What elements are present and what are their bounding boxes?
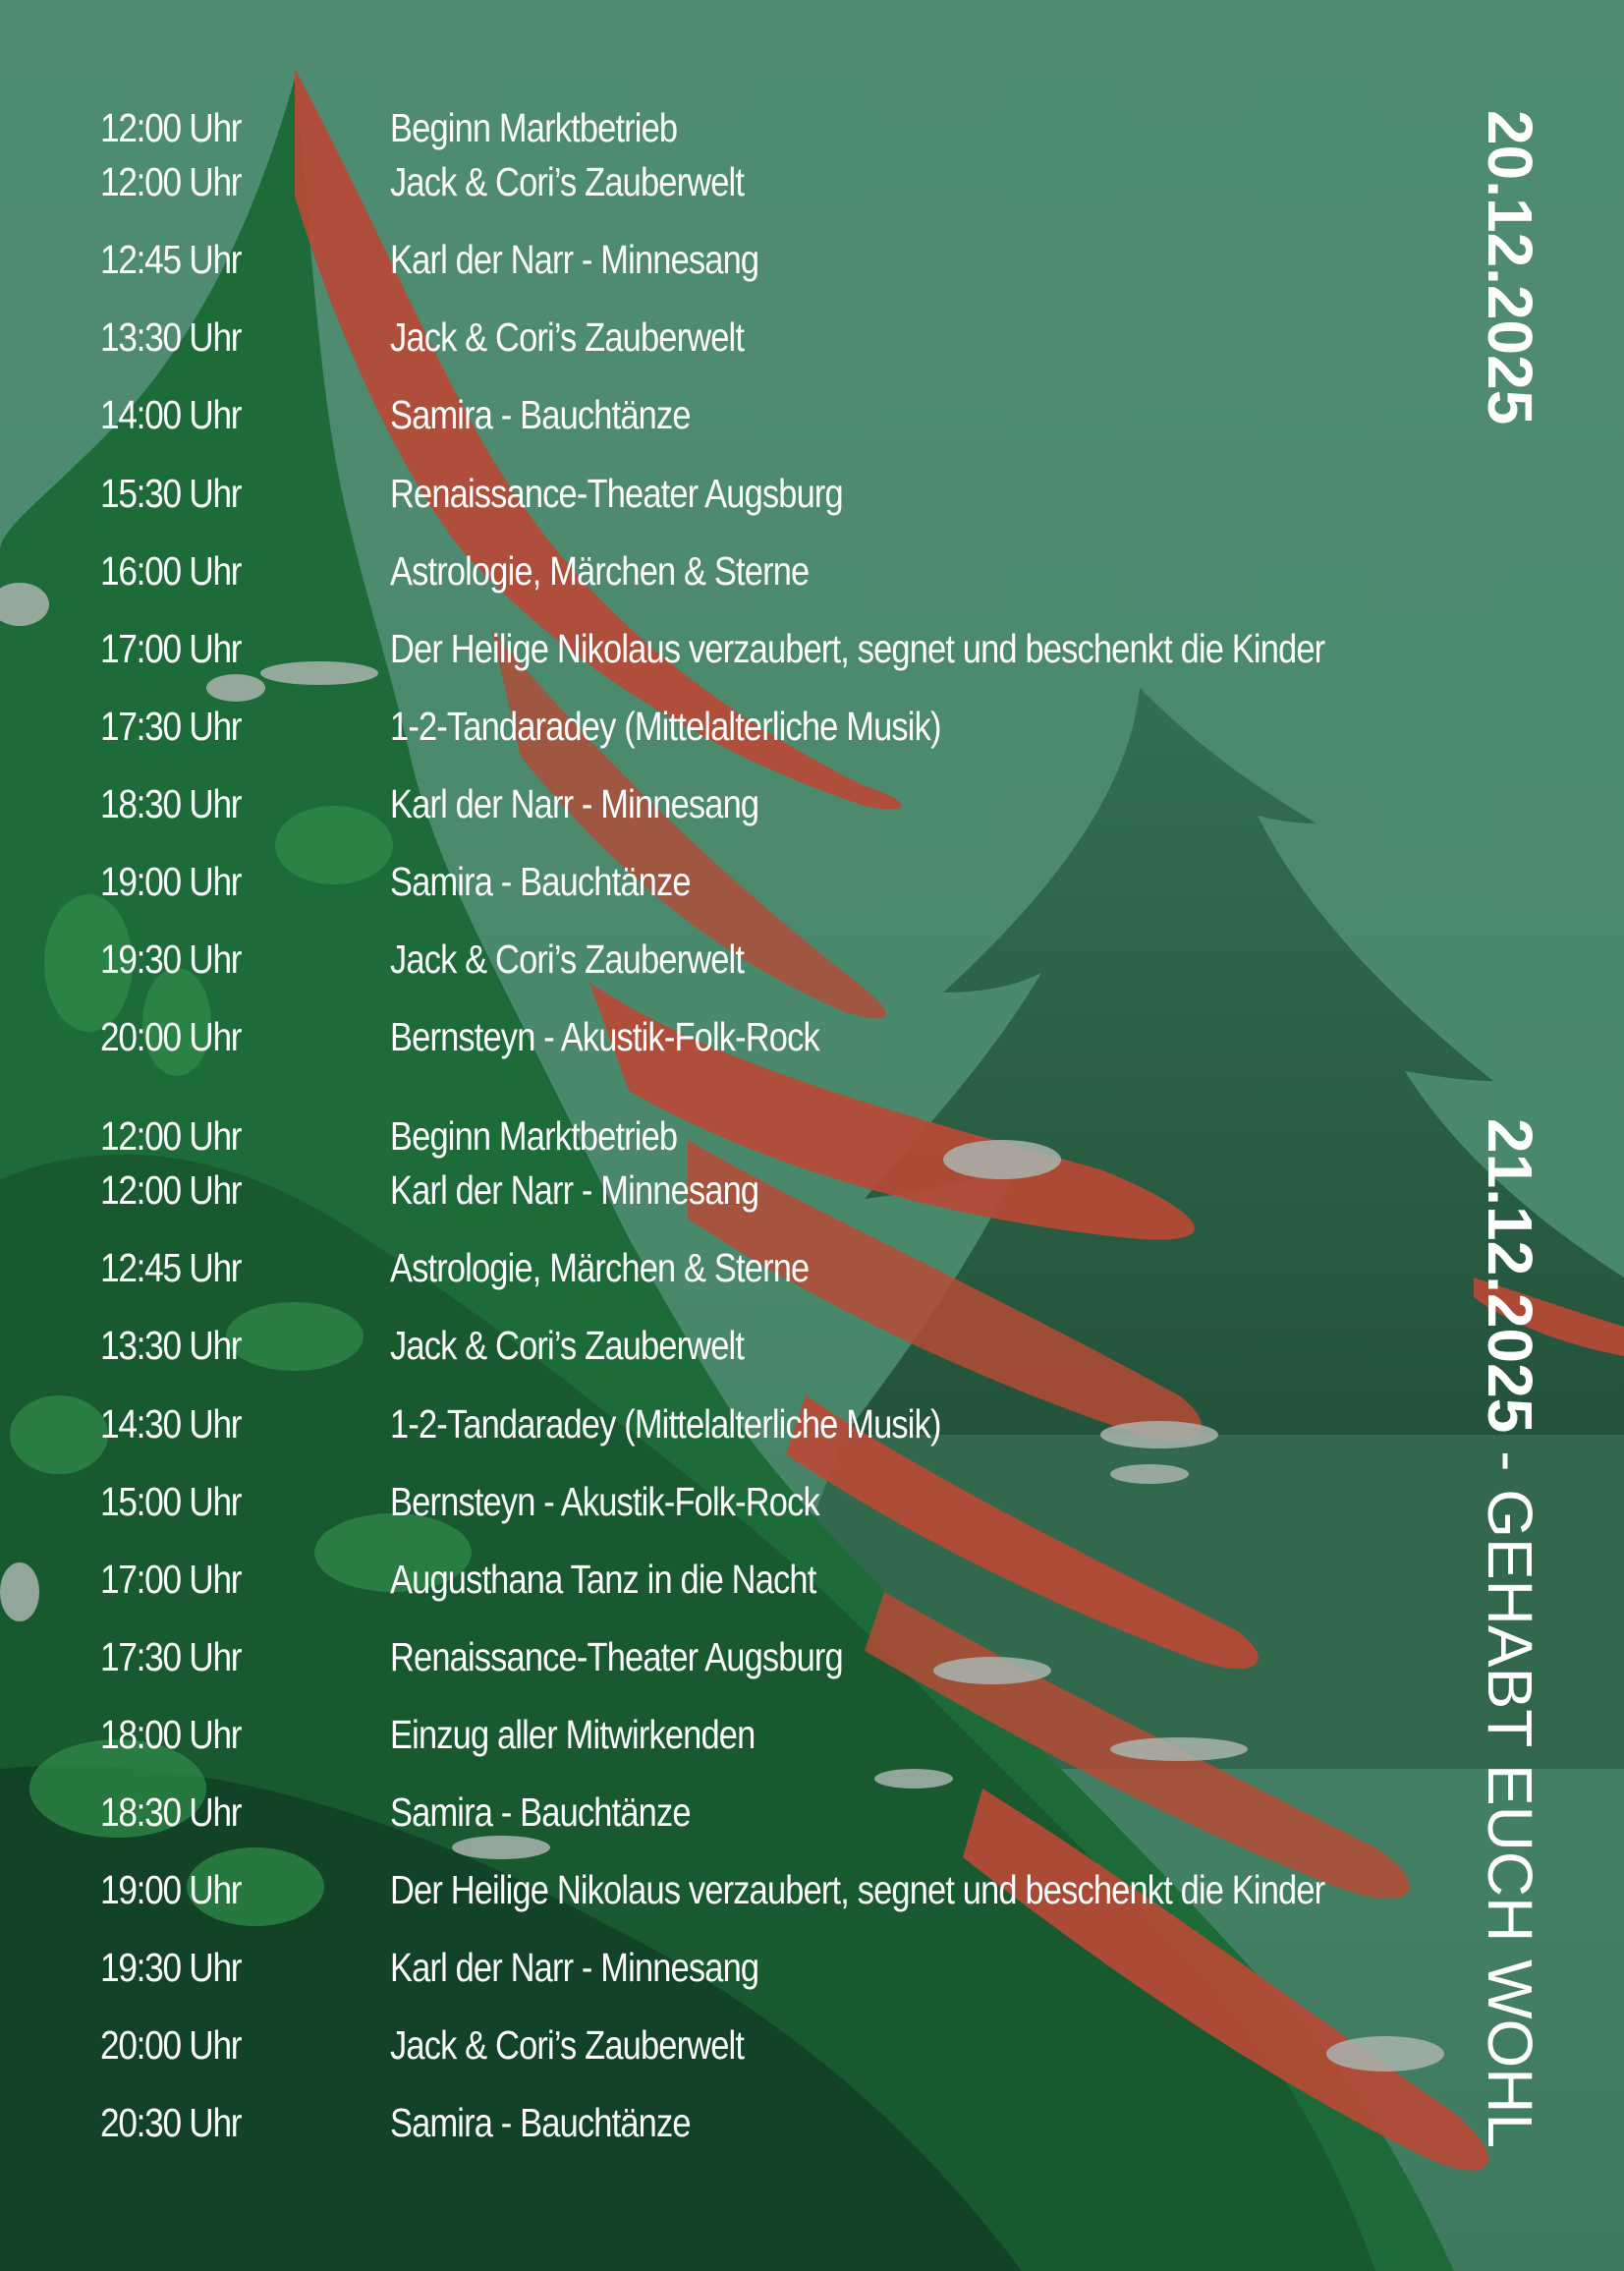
schedule-row: [0, 852, 1474, 911]
day1-date-heading: [1476, 110, 1544, 425]
time-label: 19:00 Uhr: [100, 859, 242, 904]
event-label: Augusthana Tanz in die Nacht: [390, 1557, 816, 1602]
schedule-row: [0, 1161, 1474, 1220]
schedule-row: [0, 1627, 1474, 1686]
schedule-row: [0, 1238, 1474, 1297]
event-label: Samira - Bauchtänze: [390, 2100, 691, 2145]
event-label: Renaissance-Theater Augsburg: [390, 1634, 843, 1679]
schedule-row: [0, 1938, 1474, 1997]
time-label: 20:00 Uhr: [100, 2022, 242, 2068]
event-label: 1-2-Tandaradey (Mittelalterliche Musik): [390, 704, 941, 749]
time-label: 12:00 Uhr: [100, 1167, 242, 1213]
time-label: 18:30 Uhr: [100, 1789, 242, 1835]
time-label: 20:30 Uhr: [100, 2100, 242, 2145]
schedule-row: [0, 1550, 1474, 1609]
time-label: 12:00 Uhr: [100, 105, 242, 150]
time-label: 12:45 Uhr: [100, 237, 242, 282]
time-label: 17:30 Uhr: [100, 1634, 242, 1679]
time-label: 18:30 Uhr: [100, 781, 242, 826]
schedule-row: [0, 1007, 1474, 1066]
event-label: Astrologie, Märchen & Sterne: [390, 548, 810, 594]
schedule-row: [0, 385, 1474, 444]
schedule-row: [0, 697, 1474, 756]
time-label: 14:00 Uhr: [100, 392, 242, 437]
event-label: Einzug aller Mitwirkenden: [390, 1712, 756, 1757]
schedule-row: [0, 774, 1474, 833]
event-label: Jack & Cori’s Zauberwelt: [390, 2022, 745, 2068]
event-label: Bernsteyn - Akustik-Folk-Rock: [390, 1014, 819, 1059]
schedule-row: [0, 1860, 1474, 1919]
day2-date-motto: - GEHABT EUCH WOHL: [1475, 1433, 1545, 2149]
day2-date-heading: [1476, 1118, 1544, 2148]
time-label: 15:30 Uhr: [100, 471, 242, 516]
time-label: 19:00 Uhr: [100, 1867, 242, 1912]
time-label: 12:00 Uhr: [100, 159, 242, 204]
event-label: Karl der Narr - Minnesang: [390, 237, 759, 282]
event-label: Der Heilige Nikolaus verzaubert, segnet und beschenkt die Kinder: [390, 626, 1325, 671]
time-label: 12:00 Uhr: [100, 1113, 242, 1159]
schedule-row: [0, 619, 1474, 678]
schedule-row: [0, 1783, 1474, 1842]
schedule-row: [0, 1705, 1474, 1764]
event-label: Karl der Narr - Minnesang: [390, 781, 759, 826]
time-label: 18:00 Uhr: [100, 1712, 242, 1757]
time-label: 17:00 Uhr: [100, 1557, 242, 1602]
event-label: Beginn Marktbetrieb: [390, 105, 678, 150]
schedule-row: [0, 2093, 1474, 2152]
time-label: 12:45 Uhr: [100, 1245, 242, 1290]
schedule-row: [0, 1394, 1474, 1453]
time-label: 17:30 Uhr: [100, 704, 242, 749]
time-label: 19:30 Uhr: [100, 937, 242, 982]
event-label: Jack & Cori’s Zauberwelt: [390, 159, 745, 204]
schedule-row: [0, 308, 1474, 367]
time-label: 15:00 Uhr: [100, 1479, 242, 1524]
event-label: Bernsteyn - Akustik-Folk-Rock: [390, 1479, 819, 1524]
time-label: 20:00 Uhr: [100, 1014, 242, 1059]
schedule-row: [0, 230, 1474, 289]
event-label: Der Heilige Nikolaus verzaubert, segnet und beschenkt die Kinder: [390, 1867, 1325, 1912]
time-label: 16:00 Uhr: [100, 548, 242, 594]
event-label: Jack & Cori’s Zauberwelt: [390, 314, 745, 360]
event-label: Jack & Cori’s Zauberwelt: [390, 1323, 745, 1368]
schedule-row: [0, 1472, 1474, 1531]
schedule-row: [0, 152, 1474, 211]
schedule-row: [0, 930, 1474, 989]
time-label: 13:30 Uhr: [100, 314, 242, 360]
event-label: Astrologie, Märchen & Sterne: [390, 1245, 810, 1290]
event-label: Samira - Bauchtänze: [390, 392, 691, 437]
event-label: Karl der Narr - Minnesang: [390, 1945, 759, 1990]
schedule-row: [0, 1107, 1474, 1165]
time-label: 14:30 Uhr: [100, 1401, 242, 1447]
day2-date: 21.12.2025: [1475, 1118, 1545, 1434]
schedule-row: [0, 541, 1474, 600]
schedule-row: [0, 2016, 1474, 2074]
schedule-row: [0, 1316, 1474, 1375]
event-label: 1-2-Tandaradey (Mittelalterliche Musik): [390, 1401, 941, 1447]
day1-date: 20.12.2025: [1475, 110, 1545, 426]
time-label: 13:30 Uhr: [100, 1323, 242, 1368]
event-label: Samira - Bauchtänze: [390, 859, 691, 904]
event-label: Samira - Bauchtänze: [390, 1789, 691, 1835]
event-label: Renaissance-Theater Augsburg: [390, 471, 843, 516]
schedule-row: [0, 464, 1474, 523]
event-label: Beginn Marktbetrieb: [390, 1113, 678, 1159]
schedule-row: [0, 98, 1474, 157]
time-label: 19:30 Uhr: [100, 1945, 242, 1990]
event-label: Karl der Narr - Minnesang: [390, 1167, 759, 1213]
time-label: 17:00 Uhr: [100, 626, 242, 671]
event-label: Jack & Cori’s Zauberwelt: [390, 937, 745, 982]
